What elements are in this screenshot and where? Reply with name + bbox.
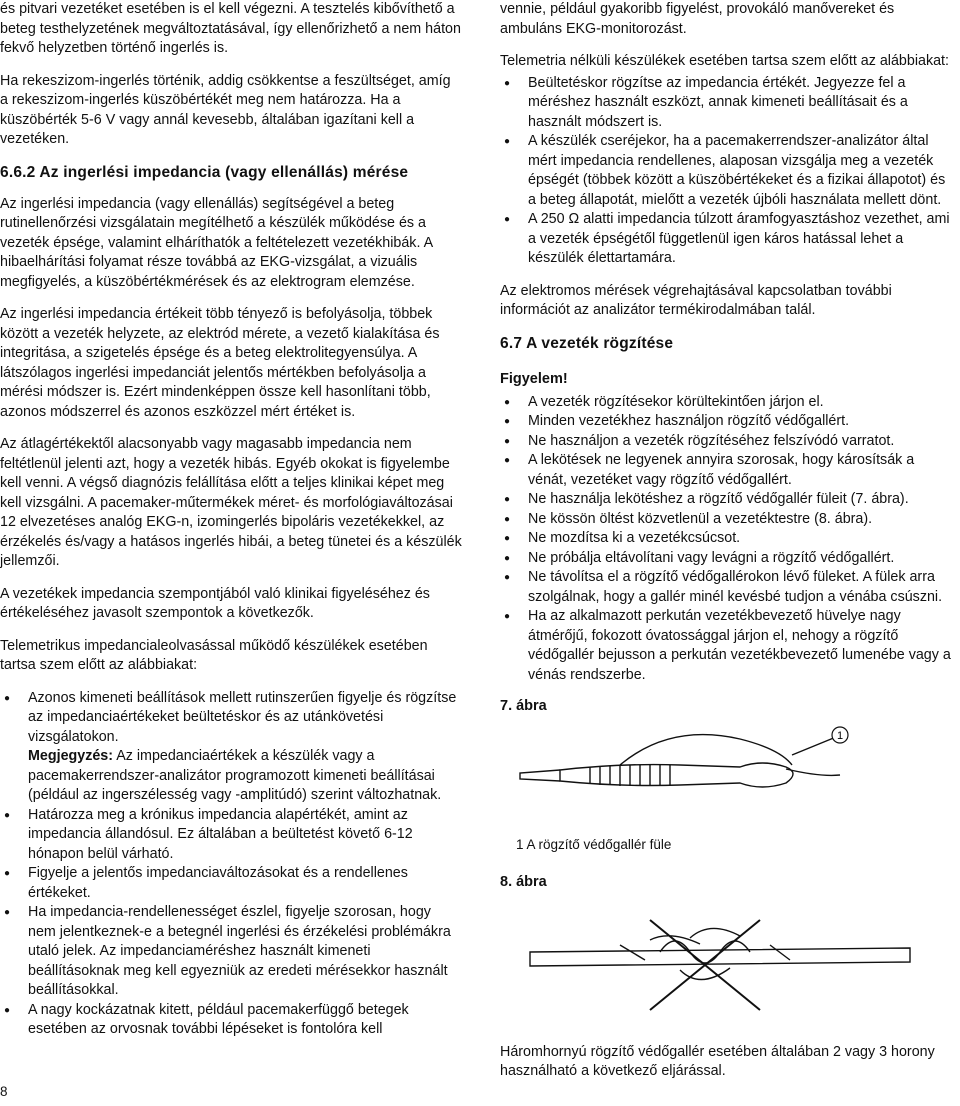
note-text: Az impedanciaértékek a készülék vagy a pacemakerrendszer-analizátor programozott kimeneti beállításai (például az ingerszélesség vagy -amplitúdó) szerint változhatnak. [28,748,442,803]
right-column [500,0,952,1095]
anchoring-sleeve-illustration [500,725,940,825]
list-item: ● Ha impedancia-rendellenességet észlel, figyelje szorosan, hogy nem jelentkeznek-e a betegnél ingerlési és érzékelési problémákra utaló jelek. Az impedanciaméréshez használt kimeneti beállításoknak meg kell egyezniük az eredeti mérésekkor használt beállításokkal. [0,903,462,1001]
paragraph: vennie, például gyakoribb figyelést, provokáló manővereket és ambuláns EKG-monitorozást. [500,1,895,37]
list-item: ● A készülék cseréjekor, ha a pacemakerrendszer-analizátor által mért impedancia rendellenes, alaposan vizsgálja meg a vezeték épségét (többek között a küszöbértékeket és a fizikai állapotot) és a beteg állapotát, mielőtt a vezeték újbóli használata mellett dönt. [500,132,952,210]
list-item: ● Minden vezetékhez használjon rögzítő védőgallért. [500,412,952,432]
paragraph: Háromhornyú rögzítő védőgallér esetében általában 2 vagy 3 horony használható a következő eljárással. [500,1043,935,1079]
note-label: Megjegyzés: [28,748,114,764]
list-item: ● Azonos kimeneti beállítások mellett rutinszerűen figyelje és rögzítse az impedanciaértékeket beültetéskor és az utánkövetési vizsgálatokon. Megjegyzés: Az impedanciaértékek a készülék vagy a pacemakerrendszer-analizátor programozott kimeneti beállításai (például az ingerszélesség vagy -amplitúdó) szerint változhatnak. [0,689,462,806]
paragraph: Az elektromos mérések végrehajtásával kapcsolatban további információt az analizátor termékirodalmában talál. [500,282,892,318]
paragraph: Az átlagértékektől alacsonyabb vagy magasabb impedancia nem feltétlenül jelenti azt, hogy a vezeték hibás. Egyéb okokat is figyelembe kell venni. A végső diagnózis felállítása előtt a teljes klinikai képet meg kell vizsgálni. A pacemaker-műtermékek méret- és morfológiaváltozásai 12 elvezetéses analóg EKG-n, izomingerlés bipoláris vezetékekkel, az érzékelés és/vagy a hatásos ingerlés hibái, a beteg tünetei és a készülék jellemzői. [0,436,462,569]
list-item: ● A lekötések ne legyenek annyira szorosak, hogy károsítsák a vénát, vezetéket vagy rögzítő védőgallért. [500,451,952,490]
list-item: ● Ne használja lekötéshez a rögzítő védőgallér füleit (7. ábra). [500,490,952,510]
figure-8-label: 8. ábra [500,873,547,890]
list-item: ● Ne kössön öltést közvetlenül a vezetéktestre (8. ábra). [500,510,952,530]
list-item: ● Ne próbálja eltávolítani vagy levágni a rögzítő védőgallért. [500,549,952,569]
paragraph: és pitvari vezetéket esetében is el kell végezni. A tesztelés kibővíthető a beteg testhelyzetének megváltoztatásával, így ellenőrizhető a nem háton fekvő helyzetben történő ingerlés is. [0,1,461,56]
suture-on-lead-illustration [500,900,940,1020]
list-item: ● A nagy kockázatnak kitett, például pacemakerfüggő betegek esetében az orvosnak további lépéseket is fontolóra kell [0,1001,462,1040]
list-item: ● Ne távolítsa el a rögzítő védőgallérokon lévő füleket. A fülek arra szolgálnak, hogy a gallér minél kevésbé tudjon a vénába csúszni. [500,568,952,607]
figure-8 [500,900,952,1027]
bullet-list [0,689,462,1040]
paragraph: Az ingerlési impedancia (vagy ellenállás) segítségével a beteg rutinellenőrzési vizsgálatain megítélhető a készülék működése és a vezeték épsége, valamint elháríthatók a feltételezett vezetékhibák. A hibaelhárítási folyamat része továbbá az EKG-vizsgálat, a vizuális megfigyelés, a küszöbértékmérések és az elektrogram elemzése. [0,195,433,290]
section-heading: 6.7 A vezeték rögzítése [500,334,674,352]
paragraph: Telemetrikus impedancialeolvasással működő készülékek esetében tartsa szem előtt az alábbiakat: [0,637,428,673]
list-item: ● Ne mozdítsa ki a vezetékcsúcsot. [500,529,952,549]
paragraph: Ha rekeszizom-ingerlés történik, addig csökkentse a feszültséget, amíg a rekeszizom-ingerlés küszöbértékét meg nem határozza. Ha a küszöbérték 5-6 V vagy annál kevesebb, általában igazítani kell a vezetéken. [0,72,451,147]
list-item: ● Ne használjon a vezeték rögzítéséhez felszívódó varratot. [500,432,952,452]
left-column [0,0,462,1040]
figure-7-caption: 1 A rögzítő védőgallér füle [516,837,672,852]
list-item: ● Beültetéskor rögzítse az impedancia értékét. Jegyezze fel a méréshez használt eszközt, annak kimeneti beállításait és a használt módszert is. [500,74,952,133]
list-item: ● A vezeték rögzítésekor körültekintően járjon el. [500,393,952,413]
paragraph: Telemetria nélküli készülékek esetében tartsa szem előtt az alábbiakat: [500,53,949,69]
list-item: ● Ha az alkalmazott perkután vezetékbevezető hüvelye nagy átmérőjű, fokozott óvatossággal járjon el, nehogy a rögzítő védőgallér bejusson a perkután vezetékbevezető lumenébe vagy a vénás rendszerbe. [500,607,952,685]
paragraph: A vezetékek impedancia szempontjából való klinikai figyeléséhez és értékeléséhez javasolt szempontok a következők. [0,585,430,621]
page-number: 8 [0,1084,8,1099]
section-heading: 6.6.2 Az ingerlési impedancia (vagy ellenállás) mérése [0,163,409,181]
list-item: ● Figyelje a jelentős impedanciaváltozásokat és a rendellenes értékeket. [0,864,462,903]
list-item: ● Határozza meg a krónikus impedancia alapértékét, amint az impedancia állandósul. Ez általában a beültetést követő 6-12 hónapon belül várható. [0,806,462,865]
bullet-list [500,74,952,269]
paragraph: Az ingerlési impedancia értékeit több tényező is befolyásolja, többek között a vezeték helyzete, az elektród mérete, a vezető kialakítása és integritása, a szigetelés épsége és a beteg elektrolitegyensúlya. A látszólagos ingerlési impedanciát jelentős mértékben befolyásolja a mérési módszer is. Ezért mindenképpen össze kell hasonlítani több, azonos módszerrel és azonos eszközzel mért értéket is. [0,306,440,420]
warning-title: Figyelem! [500,370,568,387]
callout-number: 1 [836,729,844,742]
note [28,747,462,806]
list-item: ● A 250 Ω alatti impedancia túlzott áramfogyasztáshoz vezethet, ami a vezeték épségétől függetlenül igen káros hatással lehet a készülék élettartamára. [500,210,952,269]
figure-7 [500,725,952,855]
figure-7-label: 7. ábra [500,698,547,714]
warning-list [500,393,952,686]
